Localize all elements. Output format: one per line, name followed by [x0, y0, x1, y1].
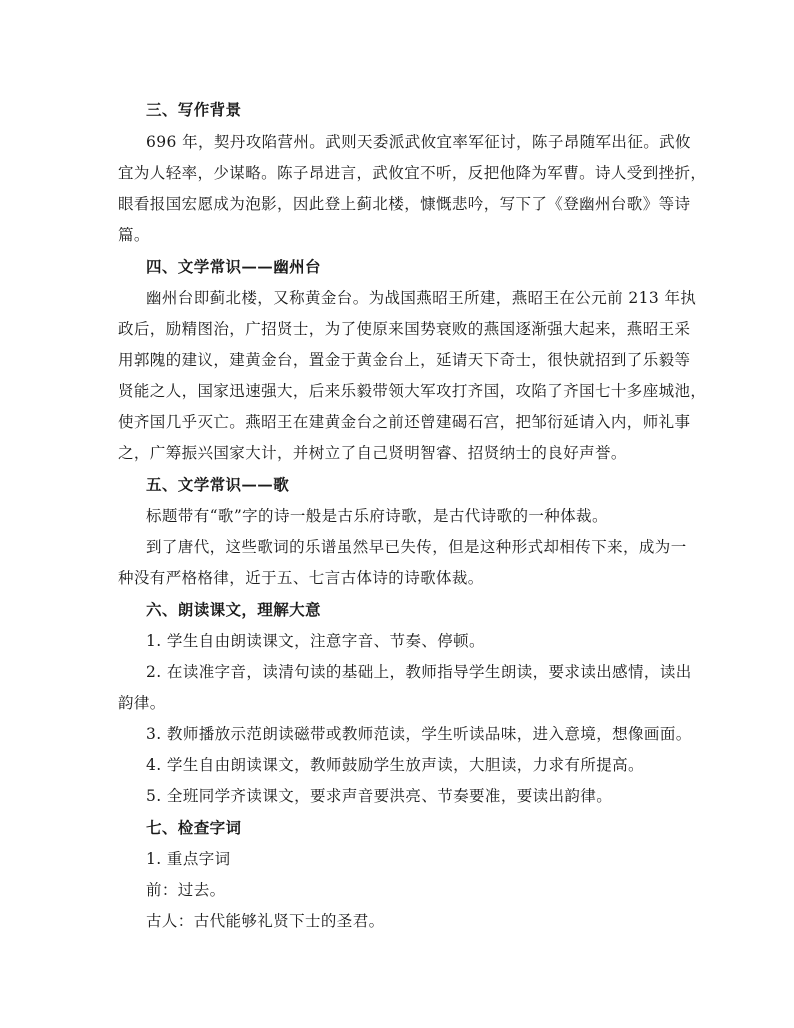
paragraph-line: 种没有严格格律，近于五、七言古体诗的诗歌体裁。: [118, 569, 484, 587]
paragraph-line: 政后，励精图治，广招贤士，为了使原来国势衰败的燕国逐渐强大起来，燕昭王采: [118, 320, 691, 338]
paragraph-line: 到了唐代，这些歌词的乐谱虽然早已失传，但是这种形式却相传下来，成为一: [146, 538, 687, 556]
paragraph-line: 之，广筹振兴国家大计，并树立了自己贤明智睿、招贤纳士的良好声誉。: [118, 444, 627, 462]
paragraph-line: 使齐国几乎灭亡。燕昭王在建黄金台之前还曾建碣石宫，把邹衍延请入内，师礼事: [118, 413, 691, 431]
list-item-continuation: 韵律。: [118, 694, 166, 712]
list-item: 4. 学生自由朗读课文，教师鼓励学生放声读，大胆读，力求有所提高。: [146, 756, 644, 774]
vocab-entry: 前：过去。: [146, 881, 226, 899]
paragraph-line: 眼看报国宏愿成为泡影，因此登上蓟北楼，慷慨悲吟，写下了《登幽州台歌》等诗: [118, 195, 691, 213]
list-item: 2. 在读准字音，读清句读的基础上，教师指导学生朗读，要求读出感情，读出: [146, 663, 692, 681]
paragraph-line: 696 年，契丹攻陷营州。武则天委派武攸宜率军征讨，陈子昂随军出征。武攸: [146, 133, 691, 151]
section-heading-vocabulary: 七、检查字词: [146, 818, 242, 837]
list-item: 5. 全班同学齐读课文，要求声音要洪亮、节奏要准，要读出韵律。: [146, 787, 613, 805]
section-heading-reading: 六、朗读课文，理解大意: [146, 600, 321, 619]
section-heading-youzhou-platform: 四、文学常识——幽州台: [146, 257, 321, 276]
paragraph-line: 用郭隗的建议，建黄金台，置金于黄金台上，延请天下奇士，很快就招到了乐毅等: [118, 351, 691, 369]
list-item: 3. 教师播放示范朗读磁带或教师范读，学生听读品味，进入意境，想像画面。: [146, 725, 692, 743]
section-heading-background: 三、写作背景: [146, 100, 242, 119]
paragraph-line: 贤能之人，国家迅速强大，后来乐毅带领大军攻打齐国，攻陷了齐国七十多座城池，: [118, 382, 707, 400]
section-heading-song-genre: 五、文学常识——歌: [146, 475, 290, 494]
list-item: 1. 学生自由朗读课文，注意字音、节奏、停顿。: [146, 632, 485, 650]
paragraph-line: 篇。: [118, 226, 150, 244]
paragraph-line: 幽州台即蓟北楼，又称黄金台。为战国燕昭王所建，燕昭王在公元前 213 年执: [146, 289, 697, 307]
paragraph-line: 宜为人轻率，少谋略。陈子昂进言，武攸宜不听，反把他降为军曹。诗人受到挫折，: [118, 164, 707, 182]
list-item: 1. 重点字词: [146, 850, 231, 868]
paragraph-line: 标题带有“歌”字的诗一般是古乐府诗歌，是古代诗歌的一种体裁。: [146, 507, 608, 525]
vocab-entry: 古人：古代能够礼贤下士的圣君。: [146, 912, 385, 930]
